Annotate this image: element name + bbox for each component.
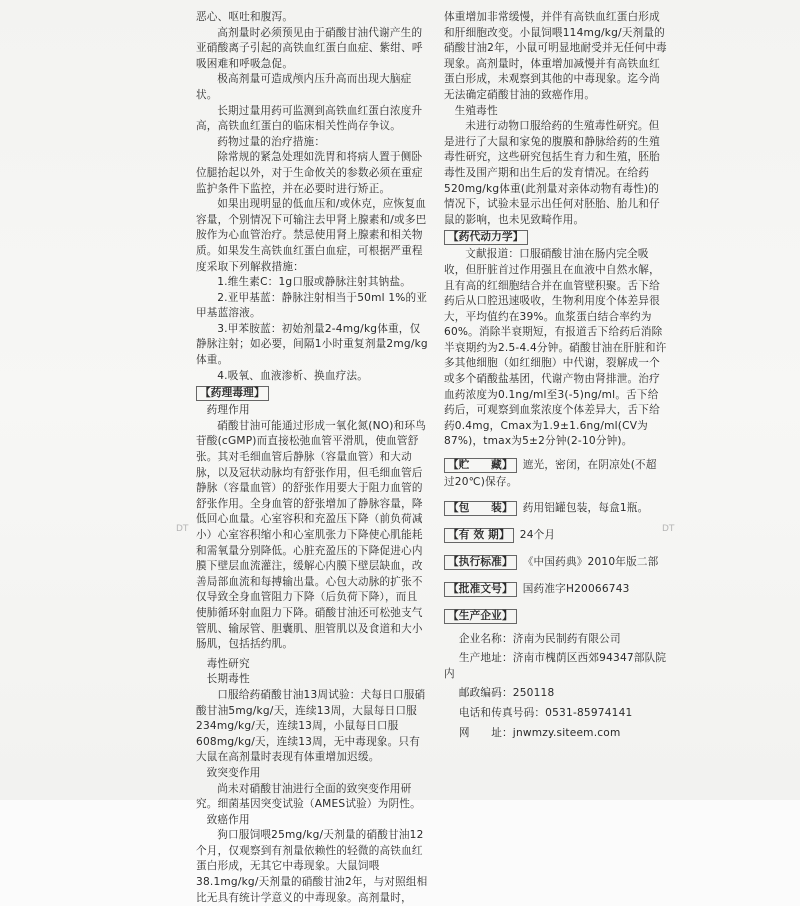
section-header-pharmacokinetics: 【药代动力学】 [444, 230, 528, 245]
postal-code: 邮政编码：250118 [458, 687, 555, 700]
paragraph: 高剂量时必须预见由于硝酸甘油代谢产生的亚硝酸离子引起的高铁血红蛋白血症、紫绀、呼吸困难和呼吸急促。 [196, 26, 423, 70]
paragraph: 药物过量的治疗措施： [217, 135, 326, 148]
subheading: 生殖毒性 [454, 104, 498, 117]
subheading: 致癌作用 [206, 813, 250, 826]
manufacturer-field [444, 607, 667, 626]
paragraph: 2.亚甲基蓝：静脉注射相当于50ml 1%的亚甲基蓝溶液。 [196, 291, 428, 320]
validity-field [444, 526, 667, 545]
storage-field [444, 456, 667, 491]
package-field [444, 499, 667, 518]
section-header-approval: 【批准文号】 [444, 582, 517, 597]
approval-field [444, 580, 667, 599]
approval-text: 国药准字H20066743 [522, 582, 630, 595]
company-address: 生产地址：济南市槐荫区西郊94347部队院内 [444, 652, 667, 680]
paragraph: 文献报道：口服硝酸甘油在肠内完全吸收，但肝脏首过作用强且在血液中自然水解，且有高的红细胞结合并在血管壁积聚。舌下给药后从口腔迅速吸收，生物利用度个体差异很大，平均值约在39%。血浆蛋白结合率约为60%。消除半衰期短，有报道舌下给药后消除半衰期约为2.5-4.4分钟。硝酸甘油在肝脏和许多其他细胞（如红细胞）中代谢，裂解成一个或多个硝酸盐基团，代谢产物由肾排泄。治疗血药浓度为0.1ng/ml至3(-5)ng/ml。舌下给药后，可观察到血浆浓度个体差异大，舌下给药0.4mg，Cmax为1.9±1.6ng/ml(CV为87%)，tmax为5±2分钟(2-10分钟)。 [444, 248, 667, 448]
section-header-standard: 【执行标准】 [444, 555, 517, 570]
website: 网 址：jnwmzy.siteem.com [458, 726, 621, 739]
edge-mark-right: DT [662, 524, 675, 534]
paragraph: 硝酸甘油可能通过形成一氧化氮(NO)和环鸟苷酸(cGMP)而直接松弛血管平滑肌，使血管舒张。其对毛细血管后静脉（容量血管）和大动脉，以及冠状动脉均有舒张作用，但毛细血管后静脉（容量血管）的舒张作用要大于阻力血管的舒张作用。全身血管的舒张增加了静脉容量，降低回心血量。心室容积和充盈压下降（前负荷减小）心室容积缩小和心室肌张力下降使心肌能耗和需氧量分别降低。心脏充盈压的下降促进心内膜下壁层血流灌注，缓解心内膜下壁层缺血，改善局部血流和每搏输出量。心包大动脉的扩张不仅导致全身血管阻力下降（后负荷下降），而且使肺循环射血阻力下降。硝酸甘油还可松弛支气管肌、输尿管、胆囊肌、胆管肌以及食道和大小肠肌，包括括约肌。 [196, 419, 427, 651]
standard-field [444, 553, 667, 572]
paragraph: 未进行动物口服给药的生殖毒性研究。但是进行了大鼠和家兔的腹膜和静脉给药的生殖毒性研究，这些研究包括生育力和生殖，胚胎毒性及围产期和出生后的发育情况。在给药520mg/kg体重(此剂量对亲体动物有毒性)的情况下，试验未显示出任何对胚胎、胎儿和仔鼠的影响，也未见致畸作用。 [444, 120, 660, 226]
subheading: 致突变作用 [206, 766, 261, 779]
paragraph: 体重增加非常缓慢，并伴有高铁血红蛋白形成和肝细胞改变。小鼠饲喂114mg/kg/天剂量的硝酸甘油2年，小鼠可明显地耐受并无任何中毒现象。高剂量时，体重增加减慢并有高铁血红蛋白形成，未观察到其他的中毒现象。迄今尚无法确定硝酸甘油的致癌作用。 [444, 11, 667, 101]
section-header-package: 【包 装】 [444, 501, 517, 516]
paragraph: 除常规的紧急处理如洗胃和将病人置于侧卧位腿抬起以外，对于生命攸关的参数必须在重症监护条件下监控，并在必要时进行矫正。 [196, 151, 423, 195]
storage-text: 遮光，密闭，在阴凉处(不超过20℃)保存。 [444, 459, 657, 489]
subheading: 药理作用 [206, 404, 250, 417]
paragraph: 长期过量用药可监测到高铁血红蛋白浓度升高，高铁血红蛋白的临床相关性尚存争议。 [196, 104, 423, 133]
paragraph: 尚未对硝酸甘油进行全面的致突变作用研究。细菌基因突变试验（AMES试验）为阴性。 [196, 782, 421, 811]
section-header-manufacturer: 【生产企业】 [444, 609, 517, 624]
paragraph: 恶心、呕吐和腹泻。 [196, 11, 294, 23]
standard-text: 《中国药典》2010年版二部 [522, 555, 659, 568]
paragraph: 狗口服饲喂25mg/kg/天剂量的硝酸甘油12个月，仅观察到有剂量依赖性的轻微的高铁血红蛋白形成，无其它中毒现象。大鼠饲喂38.1mg/kg/天剂量的硝酸甘油2年，与对照组相比无具有统计学意义的中毒现象。高剂量时， [196, 829, 428, 904]
section-header-pharmacology: 【药理毒理】 [196, 386, 269, 401]
company-name: 企业名称：济南为民制药有限公司 [458, 632, 621, 645]
edge-mark-left: DT [176, 524, 189, 534]
package-text: 药用铝罐包装，每盒1瓶。 [522, 501, 649, 514]
subheading: 毒性研究 [206, 657, 250, 670]
right-column [444, 10, 667, 741]
section-header-storage: 【贮 藏】 [444, 458, 517, 473]
section-header-validity: 【有 效 期】 [444, 528, 514, 543]
left-column [196, 10, 428, 906]
paragraph: 4.吸氧、血液渗析、换血疗法。 [217, 369, 369, 382]
phone-fax: 电话和传真号码：0531-85974141 [458, 707, 633, 719]
paragraph: 3.甲苯胺蓝：初始剂量2-4mg/kg体重，仅静脉注射；如必要，间隔1小时重复剂量2mg/kg体重。 [196, 322, 428, 367]
paragraph: 1.维生素C：1g口服或静脉注射其钠盐。 [217, 276, 412, 289]
paragraph: 口服给药硝酸甘油13周试验：犬每日口服硝酸甘油5mg/kg/天，连续13周，大鼠每日口服234mg/kg/天，连续13周，小鼠每日口服608mg/kg/天，连续13周，无中毒现象。只有大鼠在高剂量时表现有体重增加迟缓。 [196, 688, 426, 764]
validity-text: 24个月 [519, 528, 556, 541]
paragraph: 如果出现明显的低血压和/或休克，应恢复血容量，个别情况下可输注去甲肾上腺素和/或多巴胺作为心血管治疗。禁忌使用肾上腺素和相关物质。如果发生高铁血红蛋白血症，可根据严重程度采取下列解救措施： [196, 198, 427, 273]
paragraph: 极高剂量可造成颅内压升高而出现大脑症状。 [196, 73, 412, 101]
subheading: 长期毒性 [206, 673, 250, 686]
